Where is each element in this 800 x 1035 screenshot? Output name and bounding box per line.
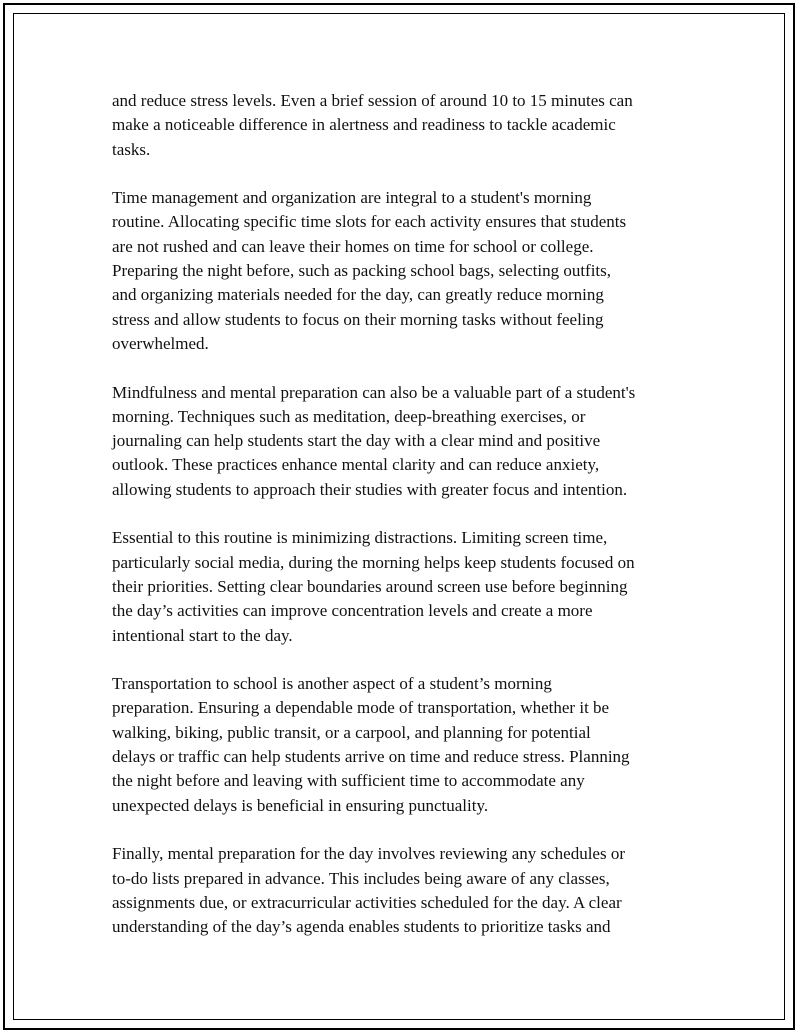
- text-line: assignments due, or extracurricular activities scheduled for the day. A clear: [112, 892, 622, 912]
- text-line: overwhelmed.: [112, 333, 209, 353]
- document-body: [112, 89, 692, 964]
- text-line: delays or traffic can help students arrive on time and reduce stress. Planning: [112, 747, 630, 767]
- text-line: their priorities. Setting clear boundaries around screen use before beginning: [112, 576, 628, 596]
- text-line: unexpected delays is beneficial in ensuring punctuality.: [112, 795, 489, 815]
- text-line: understanding of the day’s agenda enables students to prioritize tasks and: [112, 917, 611, 937]
- text-line: Mindfulness and mental preparation can also be a valuable part of a student's: [112, 382, 636, 402]
- text-line: morning. Techniques such as meditation, deep-breathing exercises, or: [112, 406, 586, 426]
- paragraph: [112, 186, 692, 356]
- paragraph: [112, 672, 692, 818]
- text-line: are not rushed and can leave their homes on time for school or college.: [112, 236, 594, 256]
- text-line: intentional start to the day.: [112, 625, 293, 645]
- text-line: routine. Allocating specific time slots for each activity ensures that students: [112, 212, 627, 232]
- text-line: particularly social media, during the morning helps keep students focused on: [112, 552, 635, 572]
- text-line: to-do lists prepared in advance. This includes being aware of any classes,: [112, 868, 610, 888]
- paragraph: [112, 842, 692, 939]
- text-line: allowing students to approach their studies with greater focus and intention.: [112, 479, 628, 499]
- text-line: the day’s activities can improve concentration levels and create a more: [112, 601, 593, 621]
- paragraph: [112, 89, 692, 162]
- text-line: stress and allow students to focus on their morning tasks without feeling: [112, 309, 604, 329]
- text-line: the night before and leaving with sufficient time to accommodate any: [112, 771, 585, 791]
- text-line: make a noticeable difference in alertness and readiness to tackle academic: [112, 115, 616, 135]
- text-line: walking, biking, public transit, or a carpool, and planning for potential: [112, 722, 591, 742]
- text-line: Time management and organization are integral to a student's morning: [112, 188, 592, 208]
- paragraph: [112, 381, 692, 502]
- text-line: journaling can help students start the day with a clear mind and positive: [112, 431, 601, 451]
- text-line: Finally, mental preparation for the day involves reviewing any schedules or: [112, 844, 625, 864]
- text-line: Transportation to school is another aspect of a student’s morning: [112, 674, 552, 694]
- text-line: Preparing the night before, such as packing school bags, selecting outfits,: [112, 261, 612, 281]
- text-line: tasks.: [112, 139, 151, 159]
- paragraph: [112, 526, 692, 647]
- text-line: and organizing materials needed for the day, can greatly reduce morning: [112, 285, 604, 305]
- text-line: and reduce stress levels. Even a brief session of around 10 to 15 minutes can: [112, 91, 633, 110]
- text-line: outlook. These practices enhance mental clarity and can reduce anxiety,: [112, 455, 600, 475]
- text-line: preparation. Ensuring a dependable mode of transportation, whether it be: [112, 698, 610, 718]
- text-line: Essential to this routine is minimizing distractions. Limiting screen time,: [112, 528, 608, 548]
